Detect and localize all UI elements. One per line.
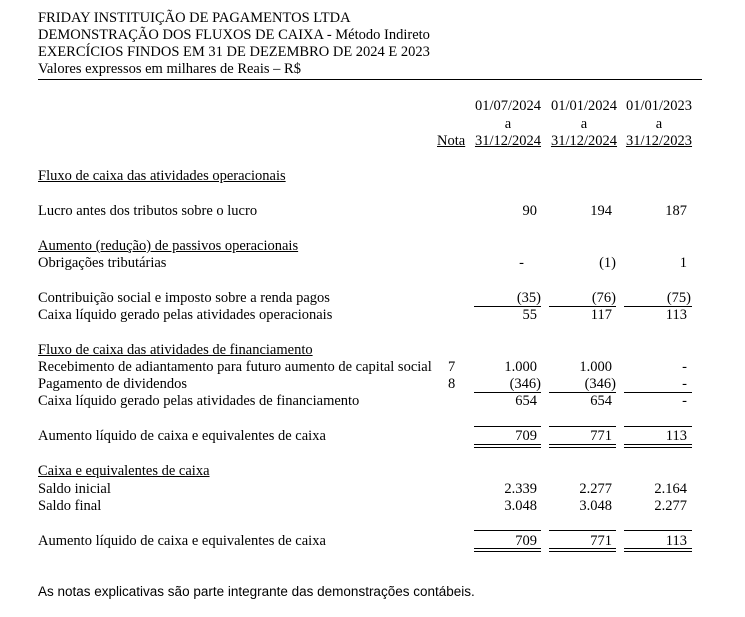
row-caixa-fin-label: Caixa líquido gerado pelas atividades de financiamento — [38, 393, 360, 409]
col-header-3 — [623, 98, 695, 151]
row-lucro-label: Lucro antes dos tributos sobre o lucro — [38, 203, 258, 219]
col3-to: 31/12/2023 — [625, 133, 693, 149]
row-adiant-v2: 1.000 — [579, 359, 612, 375]
row-contrib-v2: (76) — [591, 290, 616, 306]
nota-header: Nota — [437, 133, 466, 149]
row-saldo-ini-label: Saldo inicial — [38, 481, 111, 497]
section-cash: Caixa e equivalentes de caixa — [38, 463, 210, 479]
col2-to: 31/12/2024 — [550, 133, 618, 149]
row-obrig-v3: 1 — [679, 255, 687, 271]
section-passivos: Aumento (redução) de passivos operacionais — [38, 238, 299, 254]
total-double-line-2 — [549, 444, 616, 448]
row-divid-v2: (346) — [584, 376, 616, 392]
row-divid-label: Pagamento de dividendos — [38, 376, 188, 392]
row-adiant-label: Recebimento de adiantamento para futuro aumento de capital social — [38, 359, 432, 375]
statement-title: DEMONSTRAÇÃO DOS FLUXOS DE CAIXA - Método Indireto — [38, 27, 430, 43]
total-topline-3 — [624, 426, 692, 427]
row-adiant-nota: 7 — [448, 359, 456, 375]
footer-note: As notas explicativas são parte integrante das demonstrações contábeis. — [38, 584, 475, 599]
total-double-line-6 — [624, 548, 692, 552]
row-obrig-v1: - — [519, 255, 524, 271]
row-adiant-v1: 1.000 — [504, 359, 537, 375]
company-name: FRIDAY INSTITUIÇÃO DE PAGAMENTOS LTDA — [38, 10, 351, 26]
row-lucro-v3: 187 — [665, 203, 687, 219]
row-aumento2-label: Aumento líquido de caixa e equivalentes de caixa — [38, 533, 326, 549]
row-obrig-label: Obrigações tributárias — [38, 255, 167, 271]
row-aumento1-v2: 771 — [590, 428, 612, 444]
total-topline-5 — [549, 530, 616, 531]
total-double-line-5 — [549, 548, 616, 552]
row-saldo-fim-v2: 3.048 — [579, 498, 612, 514]
total-topline-6 — [624, 530, 692, 531]
total-topline-1 — [474, 426, 541, 427]
row-saldo-fim-v3: 2.277 — [654, 498, 687, 514]
col3-from: 01/01/2023 — [625, 98, 693, 114]
row-aumento1-v1: 709 — [515, 428, 537, 444]
col-header-2 — [548, 98, 620, 151]
row-aumento2-v1: 709 — [515, 533, 537, 549]
col1-a: a — [504, 115, 512, 132]
row-caixa-fin-v1: 654 — [515, 393, 537, 409]
period-title: EXERCÍCIOS FINDOS EM 31 DE DEZEMBRO DE 2024 E 2023 — [38, 44, 430, 60]
row-saldo-fim-v1: 3.048 — [504, 498, 537, 514]
row-obrig-v2: (1) — [599, 255, 616, 271]
row-saldo-ini-v1: 2.339 — [504, 481, 537, 497]
row-caixa-oper-label: Caixa líquido gerado pelas atividades operacionais — [38, 307, 333, 323]
row-caixa-fin-v3: - — [682, 393, 687, 409]
section-operational: Fluxo de caixa das atividades operacionais — [38, 168, 286, 184]
row-contrib-label: Contribuição social e imposto sobre a renda pagos — [38, 290, 330, 306]
row-caixa-oper-v1: 55 — [522, 307, 537, 323]
row-divid-v1: (346) — [509, 376, 541, 392]
row-caixa-oper-v2: 117 — [590, 307, 612, 323]
row-aumento2-v3: 113 — [665, 533, 687, 549]
row-aumento2-v2: 771 — [590, 533, 612, 549]
row-adiant-v3: - — [682, 359, 687, 375]
row-aumento1-label: Aumento líquido de caixa e equivalentes de caixa — [38, 428, 326, 444]
row-saldo-ini-v3: 2.164 — [654, 481, 687, 497]
total-double-line-1 — [474, 444, 541, 448]
col2-a: a — [580, 115, 588, 132]
row-contrib-v1: (35) — [516, 290, 541, 306]
header-divider — [38, 79, 702, 80]
row-caixa-oper-v3: 113 — [665, 307, 687, 323]
total-topline-2 — [549, 426, 616, 427]
row-caixa-fin-v2: 654 — [590, 393, 612, 409]
row-aumento1-v3: 113 — [665, 428, 687, 444]
units-note: Valores expressos em milhares de Reais – R$ — [38, 61, 301, 77]
section-financing: Fluxo de caixa das atividades de financiamento — [38, 342, 313, 358]
col2-from: 01/01/2024 — [550, 98, 618, 114]
row-contrib-v3: (75) — [666, 290, 691, 306]
col-header-1 — [472, 98, 544, 151]
col1-to: 31/12/2024 — [474, 133, 542, 149]
row-divid-nota: 8 — [448, 376, 456, 392]
col1-from: 01/07/2024 — [474, 98, 542, 114]
row-divid-v3: - — [682, 376, 687, 392]
row-saldo-fim-label: Saldo final — [38, 498, 102, 514]
total-topline-4 — [474, 530, 541, 531]
row-lucro-v2: 194 — [590, 203, 612, 219]
total-double-line-3 — [624, 444, 692, 448]
total-double-line-4 — [474, 548, 541, 552]
row-lucro-v1: 90 — [522, 203, 537, 219]
row-saldo-ini-v2: 2.277 — [579, 481, 612, 497]
col3-a: a — [655, 115, 663, 132]
